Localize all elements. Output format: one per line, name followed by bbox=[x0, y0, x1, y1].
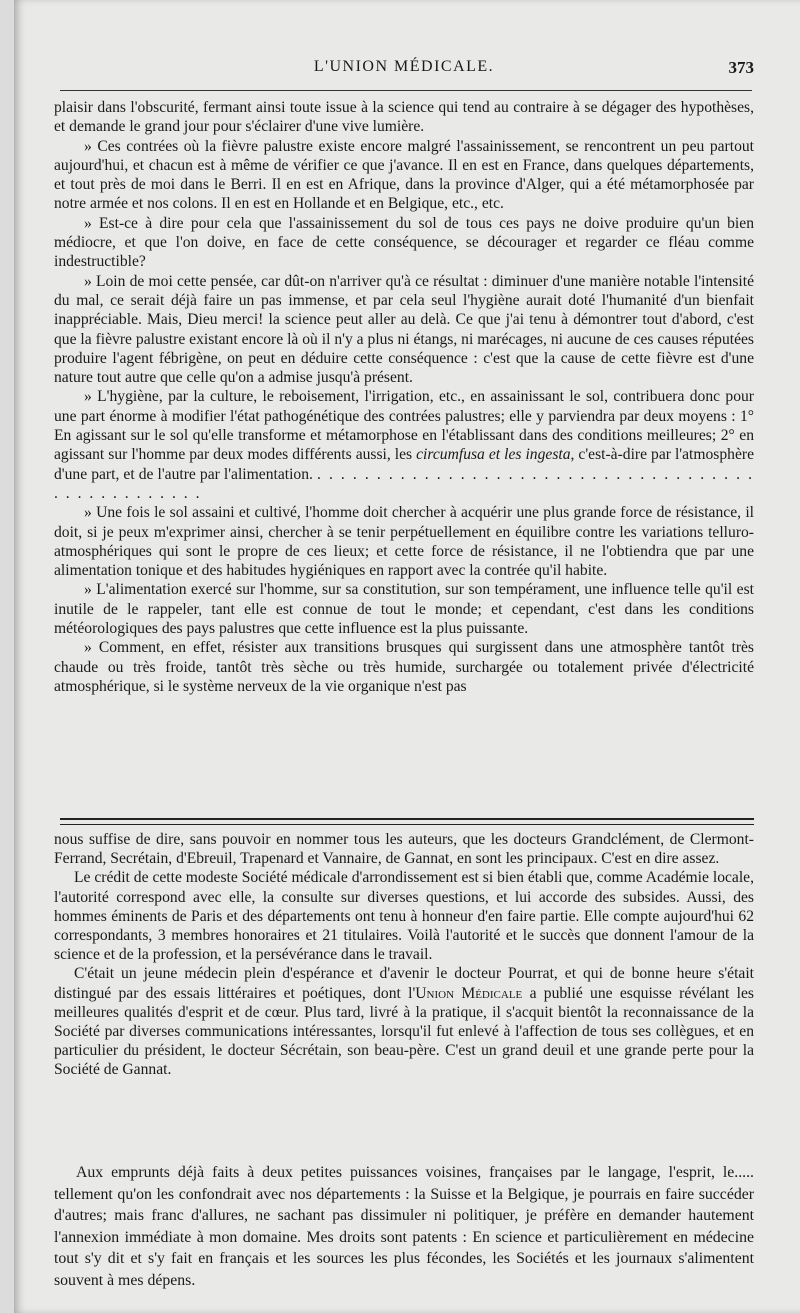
main-paragraph-4: » Loin de moi cette pensée, car dût-on n'arriver qu'à ce résultat : diminuer d'une manière notable l'intensité du mal, ce serait déjà faire un pas immense, et par cela seul l'hygiène aurait doté l'humanité d'un bienfait inappréciable. Mais, Dieu merci! la science peut aller au delà. Ce que j'ai tenu à démontrer tout d'abord, c'est que la fièvre palustre existant encore là où il n'y a plus ni étangs, ni marécages, ni aucune de ces causes réputées produire l'agent fébrigène, on peut en déduire cette conséquence : c'est que la cause de cette fièvre est d'une nature tout autre que celle qu'on a admise jusqu'à présent. bbox=[54, 272, 754, 387]
main-paragraph-3: » Est-ce à dire pour cela que l'assainissement du sol de tous ces pays ne doive produire qu'un bien médiocre, et que l'on doive, en face de cette conséquence, se décourager et regarder ce fléau comme indestructible? bbox=[54, 214, 754, 271]
feuilleton-paragraph-3 bbox=[54, 964, 754, 1079]
feuilleton-paragraph-3-end: a publié une esquisse révélant les meilleures qualités d'esprit et de cœur. Plus tard, livré à la pratique, il s'acquit bientôt la reconnaissance de la Société par diverses communications intéressantes, lorsqu'il fut enlevé à l'affection de tous ses collègues, et en particulier du président, le docteur Sécrétain, son beau-père. C'est un grand deuil et une grande perte pour la Société de Gannat. bbox=[54, 984, 754, 1079]
latin-phrase: circumfusa et les ingesta bbox=[416, 446, 571, 464]
page-header bbox=[54, 58, 754, 84]
feuilleton-paragraph-2: Le crédit de cette modeste Société médicale d'arrondissement est si bien établi que, comme Académie locale, l'autorité correspond avec elle, la consulte sur diverses questions, et lui accorde des subsides. Aussi, des hommes éminents de Paris et des départements ont tenu à honneur d'en faire partie. Elle compte aujourd'hui 62 correspondants, 3 membres honoraires et 21 titulaires. Voilà l'autorité et le succès que donnent l'amour de la science et de la profession, et la persévérance dans le travail. bbox=[54, 869, 754, 964]
feuilleton-paragraph-1: nous suffise de dire, sans pouvoir en nommer tous les auteurs, que les docteurs Grandclément, de Clermont-Ferrand, Secrétain, d'Ebreuil, Trapenard et Vannaire, de Gannat, en sont les principaux. C'est en dire assez. bbox=[54, 831, 754, 868]
main-text bbox=[54, 98, 754, 696]
feuilleton-paragraph-3-start: C'était un jeune médecin plein d'espérance et d'avenir le docteur Pourrat, et qui de bonne heure s'était distingué par des essais littéraires et poétiques, dont l' bbox=[54, 965, 754, 1002]
main-paragraph-2: » Ces contrées où la fièvre palustre existe encore malgré l'assainissement, se rencontrent un peu partout aujourd'hui, et chacun est à même de vérifier ce que j'avance. Il en est en France, dans quelques départements, et tout près de moi dans le Berri. Il en est en Afrique, dans la province d'Alger, qui a été métamorphosée par notre armée et nos colons. Il en est en Hollande et en Belgique, etc., etc. bbox=[54, 137, 754, 213]
header-rule bbox=[60, 90, 752, 91]
book-page bbox=[14, 0, 800, 1313]
journal-name: Union Médicale bbox=[415, 984, 523, 1002]
feuilleton-paragraph-4: Aux emprunts déjà faits à deux petites puissances voisines, françaises par le langage, l'esprit, le..... tellement qu'on les confondrait avec nos départements : la Suisse et la Belgique, je pourrais en faire succéder d'autres; mais franc d'allures, ne sachant pas dissimuler ni politiquer, je préfère en demander hautement l'annexion immédiate à mon domaine. Mes droits sont patents : En science et particulièrement en médecine tout s'y dit et s'y fait en français et les sources les plus fécondes, les Sociétés et les journaux s'alimentent souvent à mes dépens. bbox=[54, 1164, 754, 1289]
feuilleton-section bbox=[54, 1162, 754, 1291]
feuilleton-text bbox=[54, 830, 754, 1080]
main-paragraph-5-text: » L'hygiène, par la culture, le reboisement, l'irrigation, etc., en assainissant le sol, contribuera donc pour une part énorme à modifier l'état pathogénétique des contrées palustres; elle y parviendra par deux moyens : 1° En agissant sur le sol qu'elle transforme et métamorphose en l'établissant dans des conditions meilleures; 2° en agissant sur l'homme par deux modes différents aussi, les bbox=[54, 388, 754, 464]
dotted-leader: . . . . . . . . . . . . . . . . . . . . . . . . . . . . . . . . . . . . . . . . . . . . . . . . . . bbox=[54, 465, 754, 502]
running-title: L'UNION MÉDICALE. bbox=[313, 58, 495, 75]
main-paragraph-5-tail: , c'est-à-dire par l'atmosphère d'une part, et de l'autre par l'alimentation. bbox=[54, 446, 754, 483]
main-paragraph-7: » L'alimentation exercé sur l'homme, sur sa constitution, sur son tempérament, une influence telle qu'il est inutile de le rappeler, tant elle est connue de tout le monde; et cependant, c'est dans les conditions météorologiques des pays palustres que cette influence est la plus puissante. bbox=[54, 581, 754, 638]
main-paragraph-8: » Comment, en effet, résister aux transitions brusques qui surgissent dans une atmosphère tantôt très chaude ou très froide, tantôt très sèche ou très humide, surchargée ou totalement privée d'électricité atmosphérique, si le système nerveux de la vie organique n'est pas bbox=[54, 639, 754, 695]
feuilleton-separator bbox=[60, 818, 754, 825]
main-paragraph-6: » Une fois le sol assaini et cultivé, l'homme doit chercher à acquérir une plus grande force de résistance, il doit, si je peux m'exprimer ainsi, chercher à se tenir perpétuellement en équilibre contre les variations telluro-atmosphériques qui sont le propre de ces lieux; et cette force de résistance, il ne l'obtiendra que par une alimentation tonique et des habitudes hygiéniques en rapport avec la contrée qu'il habite. bbox=[54, 504, 754, 580]
main-paragraph-5 bbox=[54, 387, 754, 503]
main-paragraph-1: plaisir dans l'obscurité, fermant ainsi toute issue à la science qui tend au contraire à se dégager des hypothèses, et demande le grand jour pour s'éclairer d'une vive lumière. bbox=[54, 99, 754, 136]
page-number: 373 bbox=[728, 58, 754, 77]
